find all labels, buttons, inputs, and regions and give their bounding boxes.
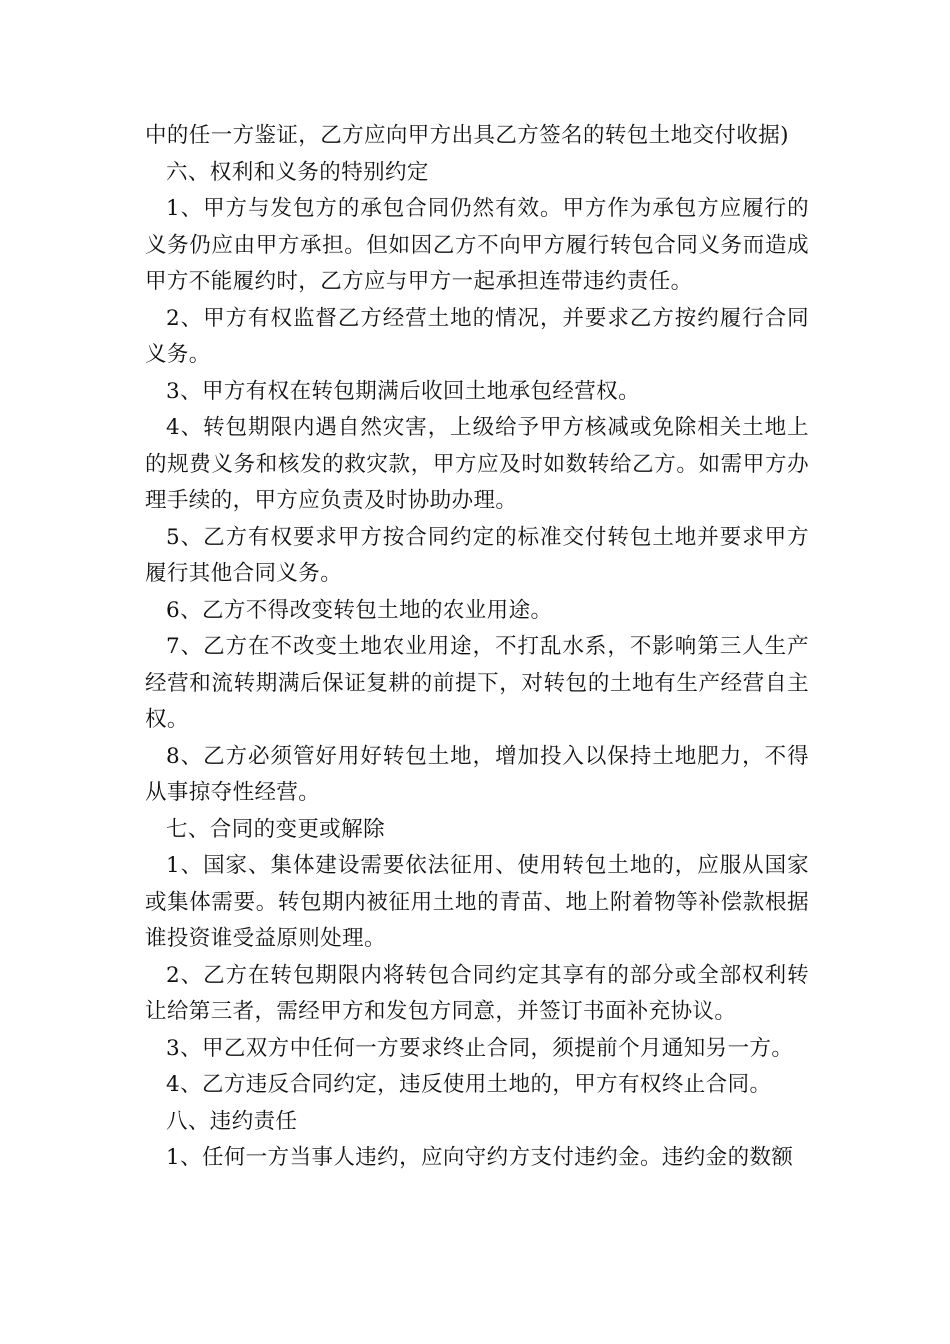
- clause-6-6: 6、乙方不得改变转包土地的农业用途。: [166, 597, 553, 623]
- clause-7-3: 3、甲乙双方中任何一方要求终止合同，须提前个月通知另一方。: [166, 1035, 794, 1061]
- clause-7-1: 1、国家、集体建设需要依法征用、使用转包土地的，应服从国家或集体需要。转包期内被征用土地的青苗、地上附着物等补偿款根据谁投资谁受益原则处理。: [145, 853, 809, 951]
- clause-6-2: 2、甲方有权监督乙方经营土地的情况，并要求乙方按约履行合同义务。: [145, 305, 809, 367]
- clause-7-4: 4、乙方违反合同约定，违反使用土地的，甲方有权终止合同。: [166, 1072, 772, 1097]
- clause-6-3: 3、甲方有权在转包期满后收回土地承包经营权。: [166, 378, 640, 404]
- clause-6-4: 4、转包期限内遇自然灾害，上级给予甲方核减或免除相关土地上的规费义务和核发的救灾款，甲方应及时如数转给乙方。如需甲方办理手续的，甲方应负责及时协助办理。: [145, 415, 809, 513]
- section-heading-6: 六、权利和义务的特别约定: [166, 159, 429, 185]
- section-heading-7: 七、合同的变更或解除: [166, 816, 386, 842]
- clause-7-2: 2、乙方在转包期限内将转包合同约定其享有的部分或全部权利转让给第三者，需经甲方和发包方同意，并签订书面补充协议。: [145, 962, 809, 1024]
- section-heading-8: 八、违约责任: [166, 1108, 298, 1134]
- clause-6-1: 1、甲方与发包方的承包合同仍然有效。甲方作为承包方应履行的义务仍应由甲方承担。但如因乙方不向甲方履行转包合同义务而造成甲方不能履约时，乙方应与甲方一起承担连带违约责任。: [145, 196, 809, 294]
- clause-6-5: 5、乙方有权要求甲方按合同约定的标准交付转包土地并要求甲方履行其他合同义务。: [145, 524, 809, 586]
- clause-6-8: 8、乙方必须管好用好转包土地，增加投入以保持土地肥力，不得从事掠夺性经营。: [145, 743, 809, 805]
- clause-8-1: 1、任何一方当事人违约，应向守约方支付违约金。违约金的数额: [166, 1145, 794, 1170]
- clause-6-7: 7、乙方在不改变土地农业用途，不打乱水系，不影响第三人生产经营和流转期满后保证复耕的前提下，对转包的土地有生产经营自主权。: [145, 634, 809, 732]
- document-body: [145, 118, 809, 1177]
- paragraph-continuation: 中的任一方鉴证，乙方应向甲方出具乙方签名的转包土地交付收据): [145, 123, 789, 148]
